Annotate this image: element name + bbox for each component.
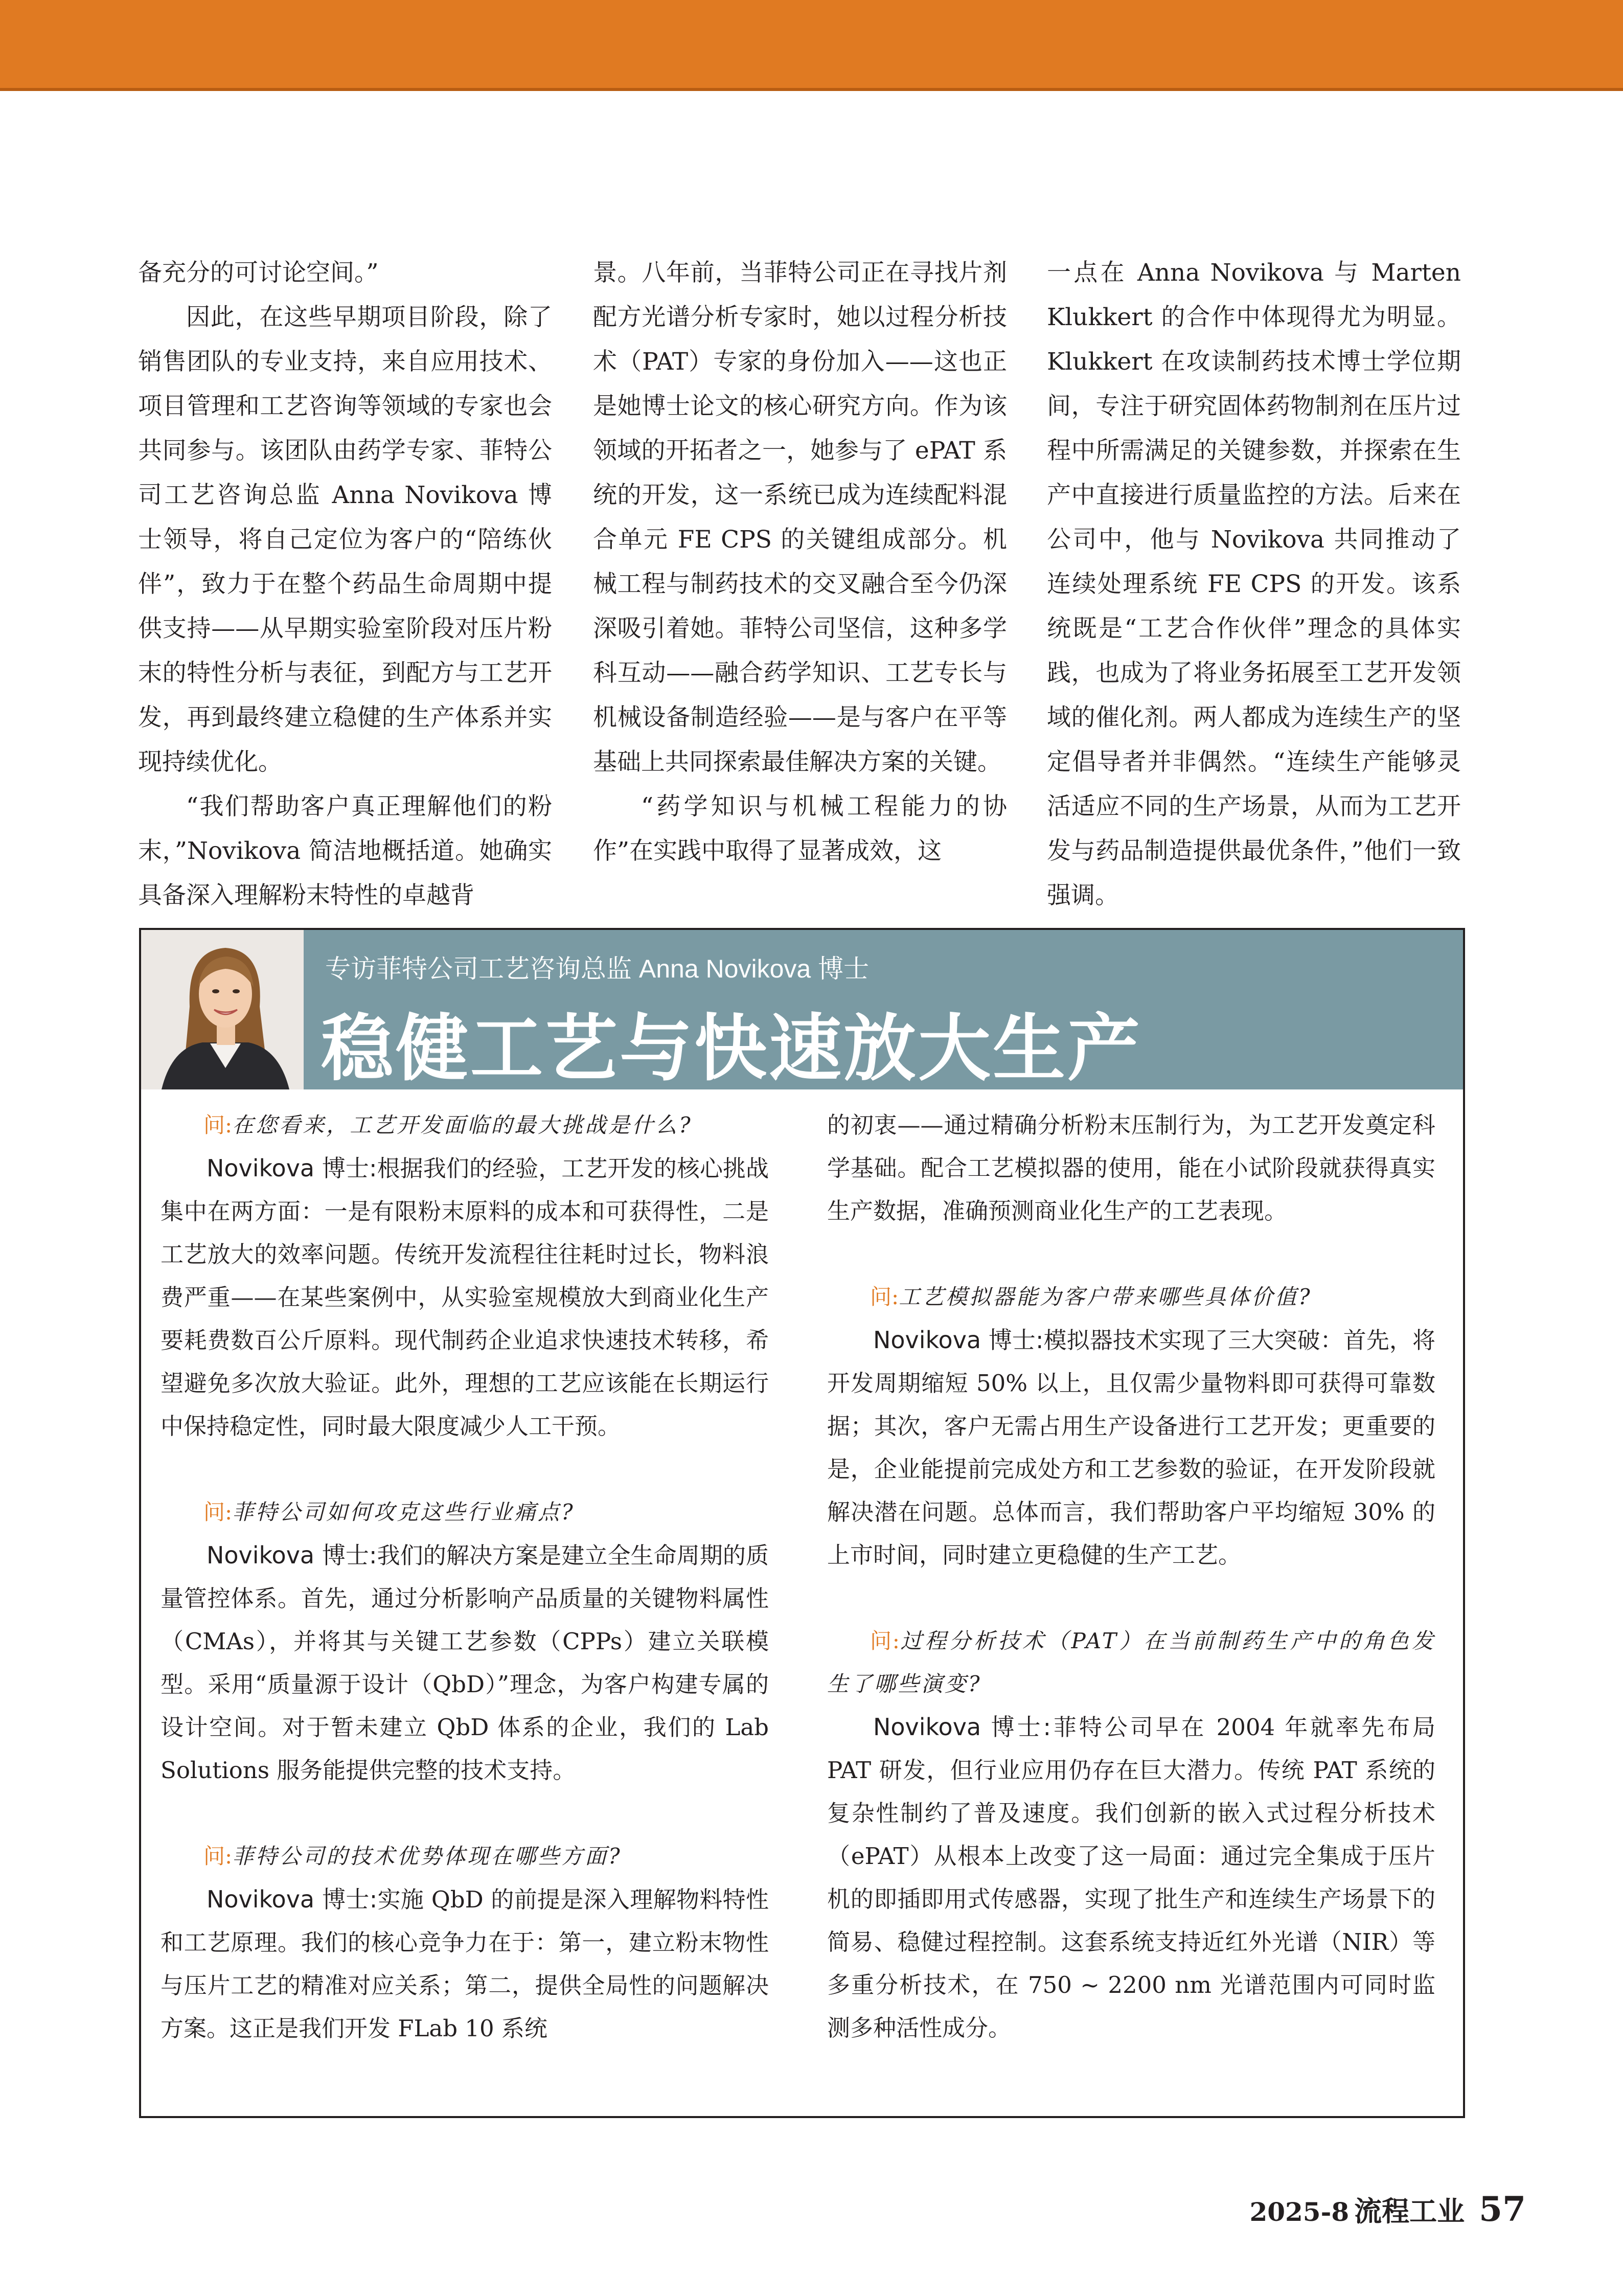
paragraph: 一点在 Anna Novikova 与 Marten Klukkert 的合作中体现得尤为明显。Klukkert 在攻读制药技术博士学位期间，专注于研究固体药物制剂在压片过程中所需满足的关键参数，并探索在生产中直接进行质量监控的方法。后来在公司中，他与 Novikova 共同推动了连续处理系统 FE CPS 的开发。该系统既是“工艺合作伙伴”理念的具体实践，也成为了将业务拓展至工艺开发领域的催化剂。两人都成为连续生产的坚定倡导者并非偶然。“连续生产能够灵活适应不同的生产场景，从而为工艺开发与药品制造提供最优条件，”他们一致强调。 [1047,259,1461,910]
interview-column-left [161,1104,769,2050]
answer-continuation: 的初衷——通过精确分析粉末压制行为，为工艺开发奠定科学基础。配合工艺模拟器的使用，能在小试阶段就获得真实生产数据，准确预测商业化生产的工艺表现。 [827,1111,1435,1224]
question-text: 过程分析技术（PAT）在当前制药生产中的角色发生了哪些演变? [827,1628,1435,1696]
answer-text: 我们的解决方案是建立全生命周期的质量管控体系。首先，通过分析影响产品质量的关键物料属性（CMAs），并将其与关键工艺参数（CPPs）建立关联模型。采用“质量源于设计（QbD）”理念，为客户构建专属的设计空间。对于暂未建立 QbD 体系的企业，我们的 Lab Solutions 服务能提供完整的技术支持。 [161,1542,769,1784]
answer-text: 根据我们的经验，工艺开发的核心挑战集中在两方面：一是有限粉末原料的成本和可获得性，二是工艺放大的效率问题。传统开发流程往往耗时过长，物料浪费严重——在某些案例中，从实验室规模放大到商业化生产要耗费数百公斤原料。现代制药企业追求快速技术转移，希望避免多次放大验证。此外，理想的工艺应该能在长期运行中保持稳定性，同时最大限度减少人工干预。 [161,1155,769,1440]
paragraph: 景。八年前，当菲特公司正在寻找片剂配方光谱分析专家时，她以过程分析技术（PAT）专家的身份加入——这也正是她博士论文的核心研究方向。作为该领域的开拓者之一，她参与了 ePAT 系统的开发，这一系统已成为连续配料混合单元 FE CPS 的关键组成部分。机械工程与制药技术的交叉融合至今仍深深吸引着她。菲特公司坚信，这种多学科互动——融合药学知识、工艺专长与机械设备制造经验——是与客户在平等基础上共同探索最佳解决方案的关键。 [593,259,1007,776]
top-color-bar [0,0,1623,91]
article-column-1 [138,251,552,910]
question-label: 问: [870,1284,899,1309]
question-text: 菲特公司的技术优势体现在哪些方面? [232,1844,622,1869]
issue-number: 2025-8 [1249,2197,1350,2227]
answer [827,1319,1435,1577]
question [827,1620,1435,1706]
question-label: 问: [203,1499,233,1525]
paragraph: 备充分的可讨论空间。” [138,259,379,287]
answer-text: 菲特公司早在 2004 年就率先布局 PAT 研发，但行业应用仍存在巨大潜力。传统 PAT 系统的复杂性制约了普及速度。我们创新的嵌入式过程分析技术（ePAT）从根本上改变了这一局面：通过完全集成于压片机的即插即用式传感器，实现了批生产和连续生产场景下的简易、稳健过程控制。这套系统支持近红外光谱（NIR）等多重分析技术，在 750 ~ 2200 nm 光谱范围内可同时监测多种活性成分。 [827,1714,1435,2041]
paragraph: “我们帮助客户真正理解他们的粉末，”Novikova 简洁地概括道。她确实具备深入理解粉末特性的卓越背 [138,792,552,910]
question [827,1276,1435,1319]
page-number: 57 [1479,2189,1526,2229]
speaker-label: Novikova 博士: [873,1326,1044,1354]
answer [161,1147,769,1448]
question [161,1835,769,1878]
question-label: 问: [870,1628,900,1653]
question-text: 工艺模拟器能为客户带来哪些具体价值? [899,1284,1312,1309]
interview-header [141,930,1463,1089]
speaker-label: Novikova 博士: [207,1541,377,1569]
answer [161,1534,769,1792]
portrait-photo [141,930,304,1089]
interview-column-right [827,1104,1435,2050]
interview-box [139,928,1465,2118]
article-column-2 [593,251,1007,910]
question [161,1491,769,1534]
speaker-label: Novikova 博士: [207,1885,378,1913]
answer-text: 模拟器技术实现了三大突破：首先，将开发周期缩短 50% 以上，且仅需少量物料即可获得可靠数据；其次，客户无需占用生产设备进行工艺开发；更重要的是，企业能提前完成处方和工艺参数的验证，在开发阶段就解决潜在问题。总体而言，我们帮助客户平均缩短 30% 的上市时间，同时建立更稳健的生产工艺。 [827,1327,1435,1568]
question [161,1104,769,1147]
speaker-label: Novikova 博士: [207,1154,377,1182]
question-label: 问: [203,1844,233,1869]
question-text: 菲特公司如何攻克这些行业痛点? [232,1499,575,1525]
paragraph: “药学知识与机械工程能力的协作”在实践中取得了显著成效，这 [593,792,1007,865]
answer-text: 实施 QbD 的前提是深入理解物料特性和工艺原理。我们的核心竞争力在于：第一，建立粉末物性与压片工艺的精准对应关系；第二，提供全局性的问题解决方案。这正是我们开发 FLab 10 系统 [161,1886,769,2042]
question-label: 问: [203,1112,233,1138]
interview-title: 稳健工艺与快速放大生产 [321,1007,1142,1091]
magazine-name: 流程工业 [1354,2195,1465,2227]
interview-subtitle: 专访菲特公司工艺咨询总监 Anna Novikova 博士 [325,954,870,983]
answer [161,1878,769,2050]
question-text: 在您看来，工艺开发面临的最大挑战是什么? [232,1112,693,1138]
speaker-label: Novikova 博士: [873,1713,1051,1741]
paragraph: 因此，在这些早期项目阶段，除了销售团队的专业支持，来自应用技术、项目管理和工艺咨询等领域的专家也会共同参与。该团队由药学专家、菲特公司工艺咨询总监 Anna Novikova 博士领导，将自己定位为客户的“陪练伙伴”，致力于在整个药品生命周期中提供支持——从早期实验室阶段对压片粉末的特性分析与表征，到配方与工艺开发，再到最终建立稳健的生产体系并实现持续优化。 [138,303,552,776]
article-column-3 [1047,251,1461,910]
page-footer [1249,2189,1526,2229]
answer [827,1706,1435,2050]
